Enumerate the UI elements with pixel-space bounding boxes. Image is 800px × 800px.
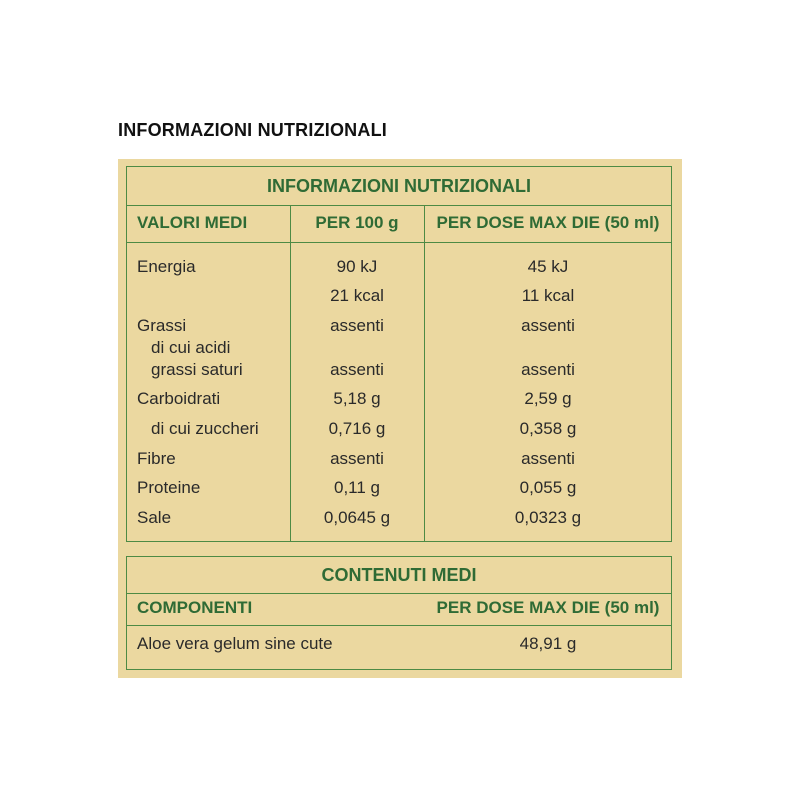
row-value-perdose: assenti (521, 316, 575, 335)
row-label: grassi saturi (151, 360, 243, 379)
row-label: di cui acidi (151, 338, 231, 357)
row-label: Fibre (137, 449, 176, 468)
row-value-perdose: 11 kcal (521, 286, 575, 305)
divider (127, 205, 671, 206)
row-value-perdose: 0,0323 g (514, 508, 582, 527)
nutrition-label-panel (118, 159, 682, 678)
row-label: Aloe vera gelum sine cute (137, 634, 333, 653)
row-value-perdose: 45 kJ (527, 257, 569, 276)
row-value-per100: 0,11 g (333, 478, 380, 497)
nutrition-table-title: INFORMAZIONI NUTRIZIONALI (267, 176, 531, 196)
nutrition-table (126, 166, 672, 542)
row-value-per100: assenti (330, 316, 384, 335)
divider (127, 593, 671, 594)
row-value-per100: assenti (330, 360, 384, 379)
row-value-per100: 90 kJ (336, 257, 378, 276)
row-value-perdose: 2,59 g (524, 389, 572, 408)
header-per-100g: PER 100 g (315, 213, 399, 232)
row-label: Proteine (137, 478, 201, 497)
row-label: Sale (137, 508, 172, 527)
contents-table (126, 556, 672, 670)
divider (127, 625, 671, 626)
row-label: Carboidrati (137, 389, 221, 408)
row-value-per100: 0,0645 g (323, 508, 391, 527)
row-value-perdose: 0,358 g (519, 419, 577, 438)
page-heading: INFORMAZIONI NUTRIZIONALI (118, 120, 387, 140)
header-per-dose: PER DOSE MAX DIE (50 ml) (436, 213, 660, 232)
row-value-perdose: assenti (521, 360, 575, 379)
row-value-perdose: assenti (521, 449, 575, 468)
row-label: Grassi (137, 316, 187, 335)
row-value-per100: 21 kcal (330, 286, 384, 305)
header-componenti: COMPONENTI (137, 598, 253, 617)
row-value-perdose: 48,91 g (519, 634, 577, 653)
header-per-dose: PER DOSE MAX DIE (50 ml) (436, 598, 660, 617)
row-label: di cui zuccheri (151, 419, 259, 438)
row-value-per100: 0,716 g (328, 419, 386, 438)
row-value-perdose: 0,055 g (519, 478, 577, 497)
header-valori-medi: VALORI MEDI (137, 213, 248, 232)
row-value-per100: 5,18 g (333, 389, 381, 408)
row-label: Energia (137, 257, 196, 276)
row-value-per100: assenti (330, 449, 384, 468)
contents-table-title: CONTENUTI MEDI (321, 565, 477, 585)
divider (127, 242, 671, 243)
